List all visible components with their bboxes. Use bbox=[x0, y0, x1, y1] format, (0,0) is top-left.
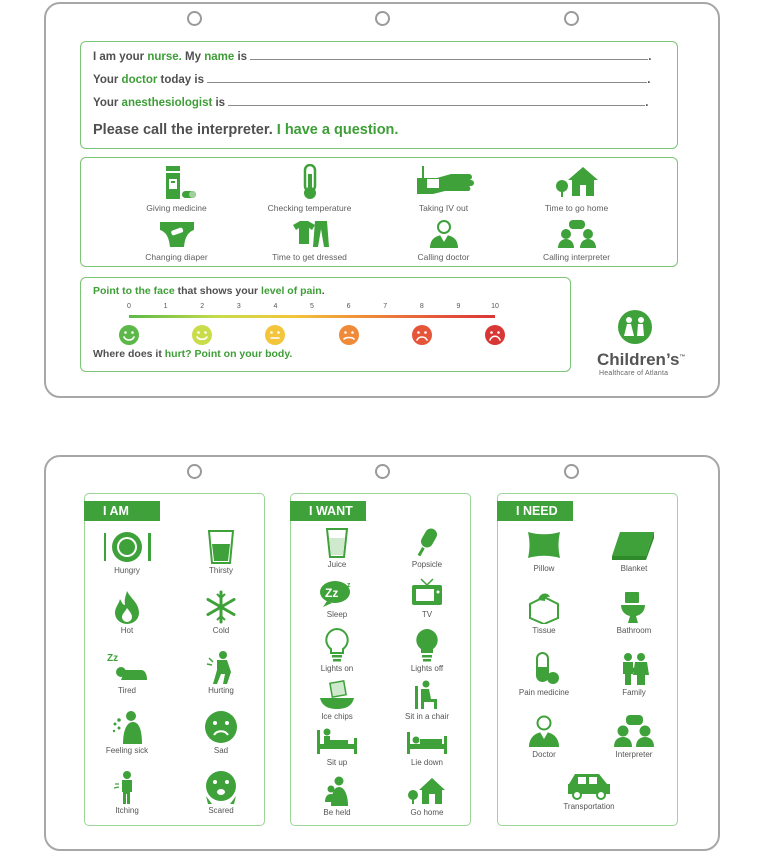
text: today is bbox=[157, 74, 204, 86]
pain-scale-box bbox=[80, 277, 571, 372]
text: I am your bbox=[93, 51, 148, 63]
item-label: Juice bbox=[327, 560, 347, 569]
punch-hole bbox=[187, 11, 202, 26]
point-body-text: Point on your body. bbox=[191, 348, 293, 360]
activity-label: Calling interpreter bbox=[542, 252, 611, 262]
text: Your bbox=[93, 74, 122, 86]
pain-tick-5: 5 bbox=[310, 303, 314, 310]
doctor-name-blank[interactable] bbox=[207, 74, 647, 83]
item-cold[interactable] bbox=[181, 590, 261, 635]
brand-subtitle: Healthcare of Atlanta bbox=[599, 370, 669, 377]
item-thirsty[interactable] bbox=[181, 530, 261, 575]
interpreter-icon bbox=[556, 219, 598, 249]
item-label: Popsicle bbox=[411, 560, 443, 569]
juice-glass-icon bbox=[319, 528, 355, 558]
introduction-box bbox=[80, 41, 678, 149]
item-itching[interactable] bbox=[87, 770, 167, 815]
item-pain-medicine[interactable] bbox=[504, 652, 584, 697]
activity-giving-medicine[interactable] bbox=[114, 164, 239, 213]
activities-box bbox=[80, 157, 678, 267]
item-label: Tired bbox=[118, 686, 136, 695]
item-go-home[interactable] bbox=[387, 776, 467, 817]
svg-text:Zz: Zz bbox=[325, 586, 339, 600]
children-logo-icon bbox=[612, 309, 658, 345]
pain-face-0[interactable] bbox=[118, 324, 140, 346]
home-icon bbox=[552, 164, 602, 200]
pain-tick-1: 1 bbox=[163, 303, 168, 310]
activity-label: Time to get dressed bbox=[272, 252, 347, 262]
flame-icon bbox=[109, 590, 145, 624]
bulb-outline-icon bbox=[319, 628, 355, 662]
activity-label: Calling doctor bbox=[417, 252, 470, 262]
item-ice-chips[interactable] bbox=[297, 680, 377, 721]
bulb-filled-icon bbox=[409, 628, 445, 662]
item-feeling-sick[interactable] bbox=[87, 710, 167, 755]
text: . bbox=[647, 74, 651, 86]
item-hungry[interactable] bbox=[87, 530, 167, 575]
iv-hand-icon bbox=[413, 164, 475, 200]
activity-changing-diaper[interactable] bbox=[114, 219, 239, 262]
anesthesiologist-line bbox=[93, 97, 649, 109]
itching-person-icon bbox=[109, 770, 145, 804]
item-label: Lights off bbox=[410, 664, 444, 673]
communication-board-back bbox=[44, 455, 720, 851]
item-label: TV bbox=[421, 610, 433, 619]
svg-text:Zz: Zz bbox=[107, 653, 119, 664]
item-label: Lights on bbox=[320, 664, 354, 673]
name-word: name bbox=[204, 51, 235, 63]
sick-person-icon bbox=[107, 710, 147, 744]
item-transportation[interactable] bbox=[549, 770, 629, 811]
column-heading: I AM bbox=[84, 501, 160, 521]
sleep-icon bbox=[317, 578, 357, 608]
have-question-text: I have a question. bbox=[276, 122, 399, 138]
item-sad[interactable] bbox=[181, 710, 261, 755]
activity-calling-doctor[interactable] bbox=[381, 219, 506, 262]
activity-checking-temperature[interactable] bbox=[247, 164, 372, 213]
item-label: Be held bbox=[323, 808, 351, 817]
childrens-healthcare-logo bbox=[597, 309, 686, 377]
item-label: Blanket bbox=[620, 564, 648, 573]
pain-tick-9: 9 bbox=[456, 303, 461, 310]
activity-time-to-get-dressed[interactable] bbox=[247, 219, 372, 262]
chair-icon bbox=[409, 680, 445, 710]
text: level of pain bbox=[261, 285, 322, 297]
text: Your bbox=[93, 97, 122, 109]
item-label: Pain medicine bbox=[518, 688, 570, 697]
pain-face-1[interactable] bbox=[191, 324, 213, 346]
item-doctor[interactable] bbox=[504, 714, 584, 759]
blanket-icon bbox=[610, 528, 658, 562]
item-label: Lie down bbox=[410, 758, 444, 767]
plate-icon bbox=[99, 530, 155, 564]
item-label: Hot bbox=[120, 626, 134, 635]
column-heading: I NEED bbox=[497, 501, 573, 521]
pillow-icon bbox=[524, 528, 564, 562]
trademark: ™ bbox=[679, 354, 686, 361]
item-sit-in-chair[interactable] bbox=[387, 680, 467, 721]
item-lights-on[interactable] bbox=[297, 628, 377, 673]
column-i-am bbox=[84, 493, 265, 826]
column-heading: I WANT bbox=[290, 501, 366, 521]
item-label: Bathroom bbox=[616, 626, 652, 635]
item-sleep[interactable] bbox=[297, 578, 377, 619]
item-blanket[interactable] bbox=[594, 528, 674, 573]
item-bathroom[interactable] bbox=[594, 590, 674, 635]
call-interpreter-text: Please call the interpreter. bbox=[93, 122, 277, 138]
diaper-icon bbox=[156, 219, 198, 249]
pain-tick-8: 8 bbox=[419, 303, 424, 310]
tv-icon bbox=[409, 578, 445, 608]
anesthesiologist-name-blank[interactable] bbox=[228, 97, 645, 106]
medicine-icon bbox=[156, 164, 198, 200]
doctor-word: doctor bbox=[121, 74, 158, 86]
pain-tick-4: 4 bbox=[273, 303, 278, 310]
item-hurting[interactable] bbox=[181, 650, 261, 695]
pain-face-2[interactable] bbox=[264, 324, 286, 346]
doctor-icon bbox=[524, 714, 564, 748]
item-label: Sad bbox=[213, 746, 229, 755]
car-icon bbox=[565, 770, 613, 800]
activity-time-to-go-home[interactable] bbox=[514, 164, 639, 213]
item-label: Sleep bbox=[326, 610, 348, 619]
nurse-word: nurse. bbox=[147, 51, 182, 63]
activity-calling-interpreter[interactable] bbox=[514, 219, 639, 262]
item-label: Cold bbox=[212, 626, 230, 635]
text: My bbox=[181, 51, 205, 63]
pain-face-3[interactable] bbox=[338, 324, 360, 346]
snowflake-icon bbox=[201, 590, 241, 624]
activity-label: Time to go home bbox=[544, 203, 609, 213]
activity-label: Checking temperature bbox=[267, 203, 352, 213]
pain-tick-10: 10 bbox=[491, 303, 499, 310]
item-label: Tissue bbox=[532, 626, 556, 635]
item-family[interactable] bbox=[594, 652, 674, 697]
thermometer-icon bbox=[289, 164, 331, 200]
item-popsicle[interactable] bbox=[387, 528, 467, 569]
pain-tick-2: 2 bbox=[200, 303, 205, 310]
item-label: Pillow bbox=[533, 564, 555, 573]
pain-gradient-bar bbox=[129, 315, 495, 323]
item-label: Hurting bbox=[208, 686, 234, 695]
home-icon bbox=[405, 776, 449, 806]
pill-icon bbox=[524, 652, 564, 686]
item-be-held[interactable] bbox=[297, 776, 377, 817]
clothes-icon bbox=[289, 219, 331, 249]
item-label: Doctor bbox=[532, 750, 556, 759]
toilet-icon bbox=[616, 590, 652, 624]
nurse-line bbox=[93, 51, 651, 63]
where-hurt-prompt bbox=[93, 348, 292, 360]
text: that shows your bbox=[174, 285, 262, 297]
svg-text:z: z bbox=[347, 582, 351, 589]
text: . bbox=[648, 51, 652, 63]
brand-name bbox=[597, 350, 686, 370]
pain-tick-7: 7 bbox=[383, 303, 388, 310]
text: . bbox=[645, 97, 649, 109]
item-label: Interpreter bbox=[615, 750, 653, 759]
ice-icon bbox=[317, 680, 357, 710]
item-lights-off[interactable] bbox=[387, 628, 467, 673]
item-label: Itching bbox=[115, 806, 139, 815]
doctor-line bbox=[93, 74, 650, 86]
tissue-icon bbox=[524, 590, 564, 624]
column-i-need bbox=[497, 493, 678, 826]
brand-name-text: Children’s bbox=[597, 350, 680, 369]
item-lie-down[interactable] bbox=[387, 726, 467, 767]
item-label: Ice chips bbox=[321, 712, 353, 721]
item-sit-up[interactable] bbox=[297, 726, 377, 767]
hurting-person-icon bbox=[201, 650, 241, 684]
item-juice[interactable] bbox=[297, 528, 377, 569]
doctor-icon bbox=[423, 219, 465, 249]
punch-hole bbox=[375, 464, 390, 479]
communication-board-front bbox=[44, 2, 720, 398]
activity-taking-iv-out[interactable] bbox=[381, 164, 506, 213]
item-label: Transportation bbox=[563, 802, 615, 811]
family-icon bbox=[614, 652, 654, 686]
text: . bbox=[321, 285, 325, 297]
glass-icon bbox=[203, 530, 239, 564]
activity-label: Changing diaper bbox=[145, 252, 208, 262]
pain-face-5[interactable] bbox=[484, 324, 506, 346]
punch-hole bbox=[564, 464, 579, 479]
column-i-want bbox=[290, 493, 471, 826]
hurt-word: hurt? bbox=[164, 348, 192, 360]
text: Where does it bbox=[93, 348, 165, 360]
interpreter-request-line[interactable] bbox=[93, 122, 398, 138]
pain-tick-0: 0 bbox=[127, 303, 131, 310]
punch-hole bbox=[187, 464, 202, 479]
anesthesiologist-word: anesthesiologist bbox=[121, 97, 213, 109]
punch-hole bbox=[375, 11, 390, 26]
scared-face-icon bbox=[203, 770, 239, 804]
item-label: Family bbox=[622, 688, 646, 697]
item-label: Hungry bbox=[114, 566, 140, 575]
pain-face-4[interactable] bbox=[411, 324, 433, 346]
item-label: Go home bbox=[410, 808, 444, 817]
popsicle-icon bbox=[409, 528, 445, 558]
item-label: Sit up bbox=[326, 758, 348, 767]
item-label: Sit in a chair bbox=[404, 712, 450, 721]
bed-sit-icon bbox=[315, 726, 359, 756]
text: is bbox=[212, 97, 226, 109]
pain-scale-title bbox=[93, 285, 325, 297]
item-label: Feeling sick bbox=[105, 746, 149, 755]
item-tired[interactable] bbox=[87, 650, 167, 695]
item-tv[interactable] bbox=[387, 578, 467, 619]
held-icon bbox=[319, 776, 355, 806]
item-interpreter[interactable] bbox=[594, 714, 674, 759]
item-pillow[interactable] bbox=[504, 528, 584, 573]
text: is bbox=[234, 51, 248, 63]
item-hot[interactable] bbox=[87, 590, 167, 635]
item-label: Thirsty bbox=[209, 566, 233, 575]
item-tissue[interactable] bbox=[504, 590, 584, 635]
pain-tick-6: 6 bbox=[346, 303, 351, 310]
item-label: Scared bbox=[208, 806, 234, 815]
text: Point to the face bbox=[93, 285, 175, 297]
item-scared[interactable] bbox=[181, 770, 261, 815]
activity-label: Taking IV out bbox=[418, 203, 469, 213]
punch-hole bbox=[564, 11, 579, 26]
pain-tick-3: 3 bbox=[236, 303, 241, 310]
bed-lie-icon bbox=[405, 726, 449, 756]
nurse-name-blank[interactable] bbox=[250, 51, 648, 60]
interpreter-icon bbox=[612, 714, 656, 748]
sad-face-icon bbox=[203, 710, 239, 744]
activity-label: Giving medicine bbox=[146, 203, 207, 213]
sleeping-person-icon bbox=[105, 650, 149, 684]
